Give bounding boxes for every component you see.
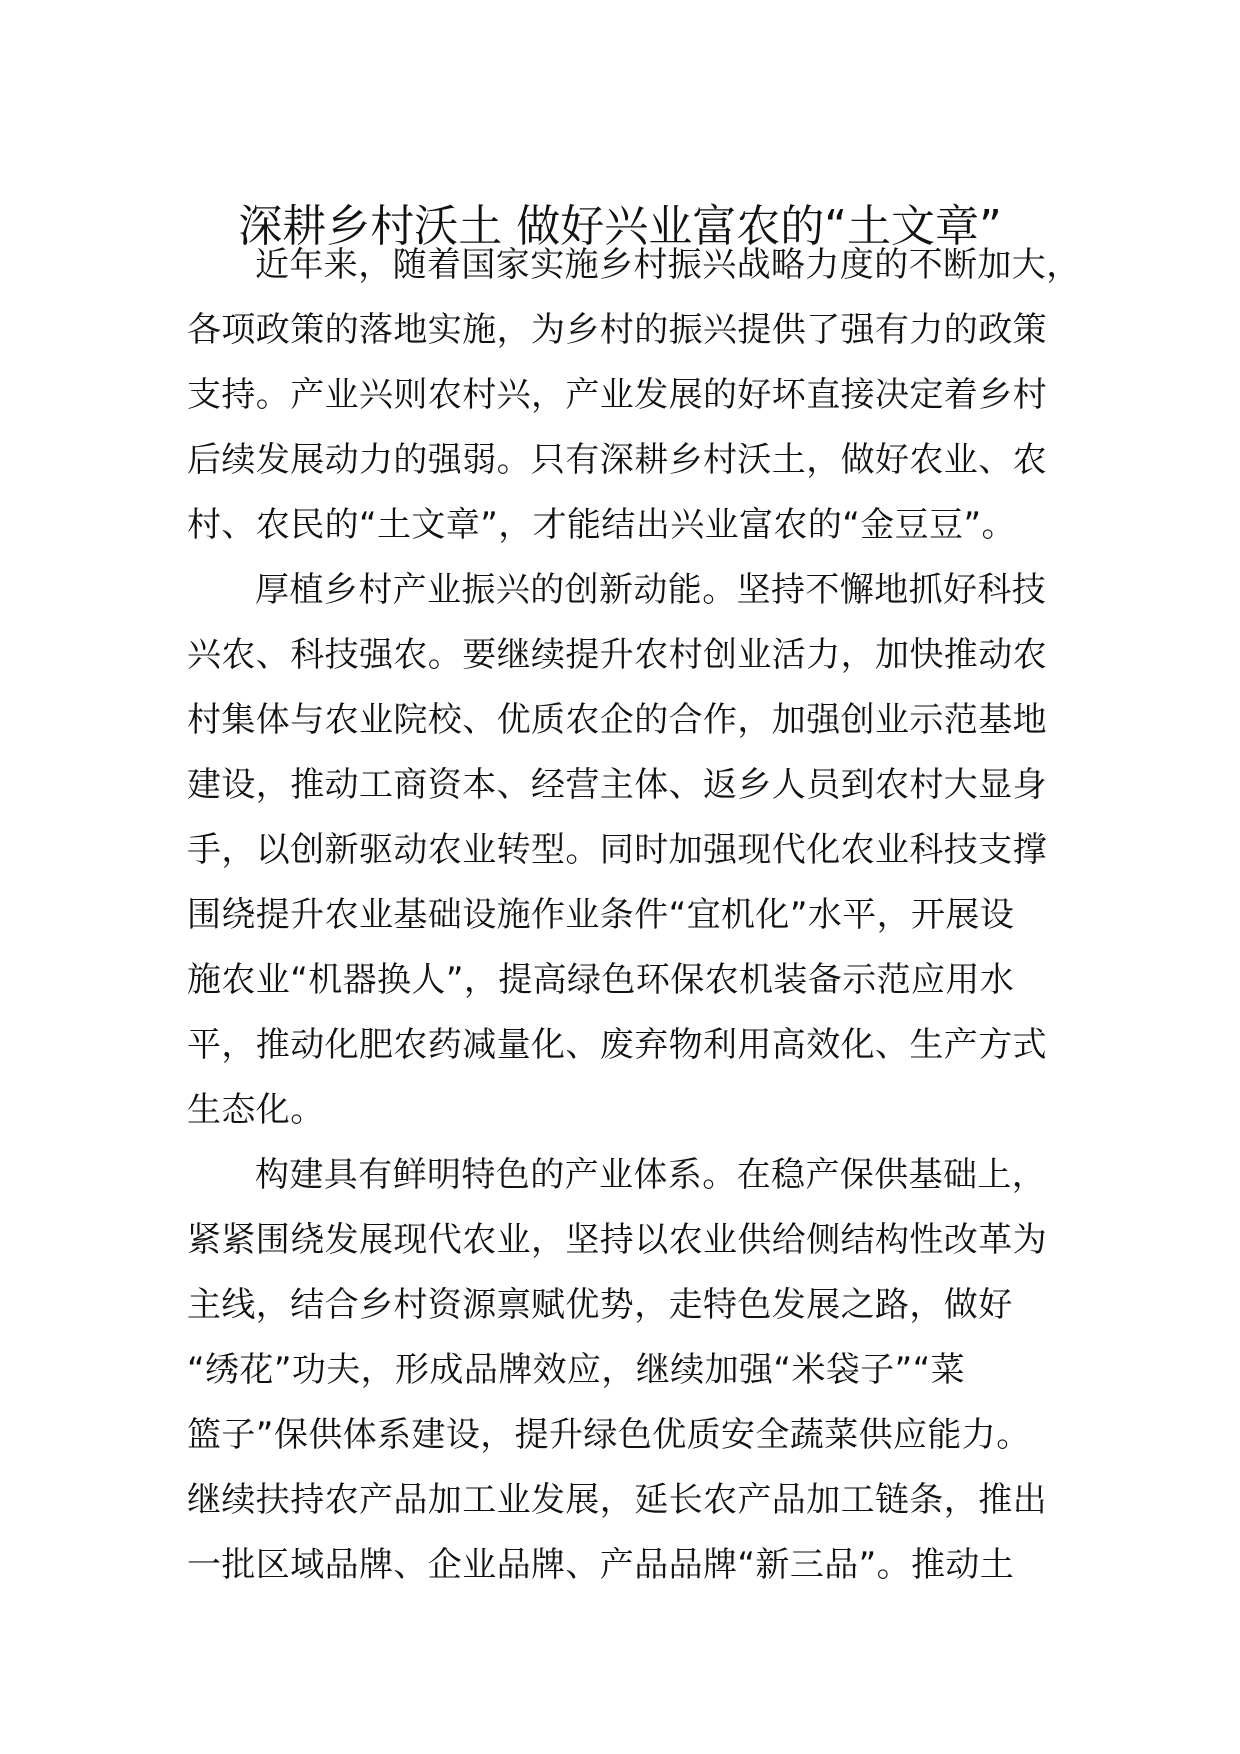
text-line: 各项政策的落地实施，为乡村的振兴提供了强有力的政策 (187, 310, 1047, 350)
text-line: 篮子”保供体系建设，提升绿色优质安全蔬菜供应能力。 (187, 1415, 1031, 1455)
document-body (187, 233, 1081, 1598)
text-line: 紧紧围绕发展现代农业，坚持以农业供给侧结构性改革为 (187, 1220, 1047, 1260)
paragraph-1 (187, 233, 1081, 558)
paragraph-2 (187, 558, 1067, 1143)
text-line: 近年来，随着国家实施乡村振兴战略力度的不断加大， (255, 245, 1081, 285)
paragraph-3 (187, 1143, 1067, 1598)
text-line: 村、农民的“土文章”，才能结出兴业富农的“金豆豆”。 (187, 505, 1016, 545)
text-line: 生态化。 (187, 1090, 325, 1130)
text-line: 主线，结合乡村资源禀赋优势，走特色发展之路，做好 (187, 1285, 1013, 1325)
text-line: 施农业“机器换人”，提高绿色环保农机装备示范应用水 (187, 960, 1015, 1000)
text-line: 构建具有鲜明特色的产业体系。在稳产保供基础上， (255, 1155, 1047, 1195)
text-line: 一批区域品牌、企业品牌、产品品牌“新三品”。推动土 (187, 1545, 1015, 1585)
text-line: 手，以创新驱动农业转型。同时加强现代化农业科技支撑 (187, 830, 1047, 870)
text-line: 兴农、科技强农。要继续提升农村创业活力，加快推动农 (187, 635, 1047, 675)
document-title: 深耕乡村沃土 做好兴业富农的“土文章” (238, 201, 1002, 253)
text-line: 后续发展动力的强弱。只有深耕乡村沃土，做好农业、农 (187, 440, 1047, 480)
text-line: 建设，推动工商资本、经营主体、返乡人员到农村大显身 (187, 765, 1047, 805)
text-line: 平，推动化肥农药减量化、废弃物利用高效化、生产方式 (187, 1025, 1047, 1065)
text-line: 围绕提升农业基础设施作业条件“宜机化”水平，开展设 (187, 895, 1015, 935)
text-line: 继续扶持农产品加工业发展，延长农产品加工链条，推出 (187, 1480, 1047, 1520)
text-line: “绣花”功夫，形成品牌效应，继续加强“米袋子”“菜 (187, 1350, 966, 1390)
text-line: 村集体与农业院校、优质农企的合作，加强创业示范基地 (187, 700, 1047, 740)
text-line: 支持。产业兴则农村兴，产业发展的好坏直接决定着乡村 (187, 375, 1047, 415)
text-line: 厚植乡村产业振兴的创新动能。坚持不懈地抓好科技 (255, 570, 1047, 610)
